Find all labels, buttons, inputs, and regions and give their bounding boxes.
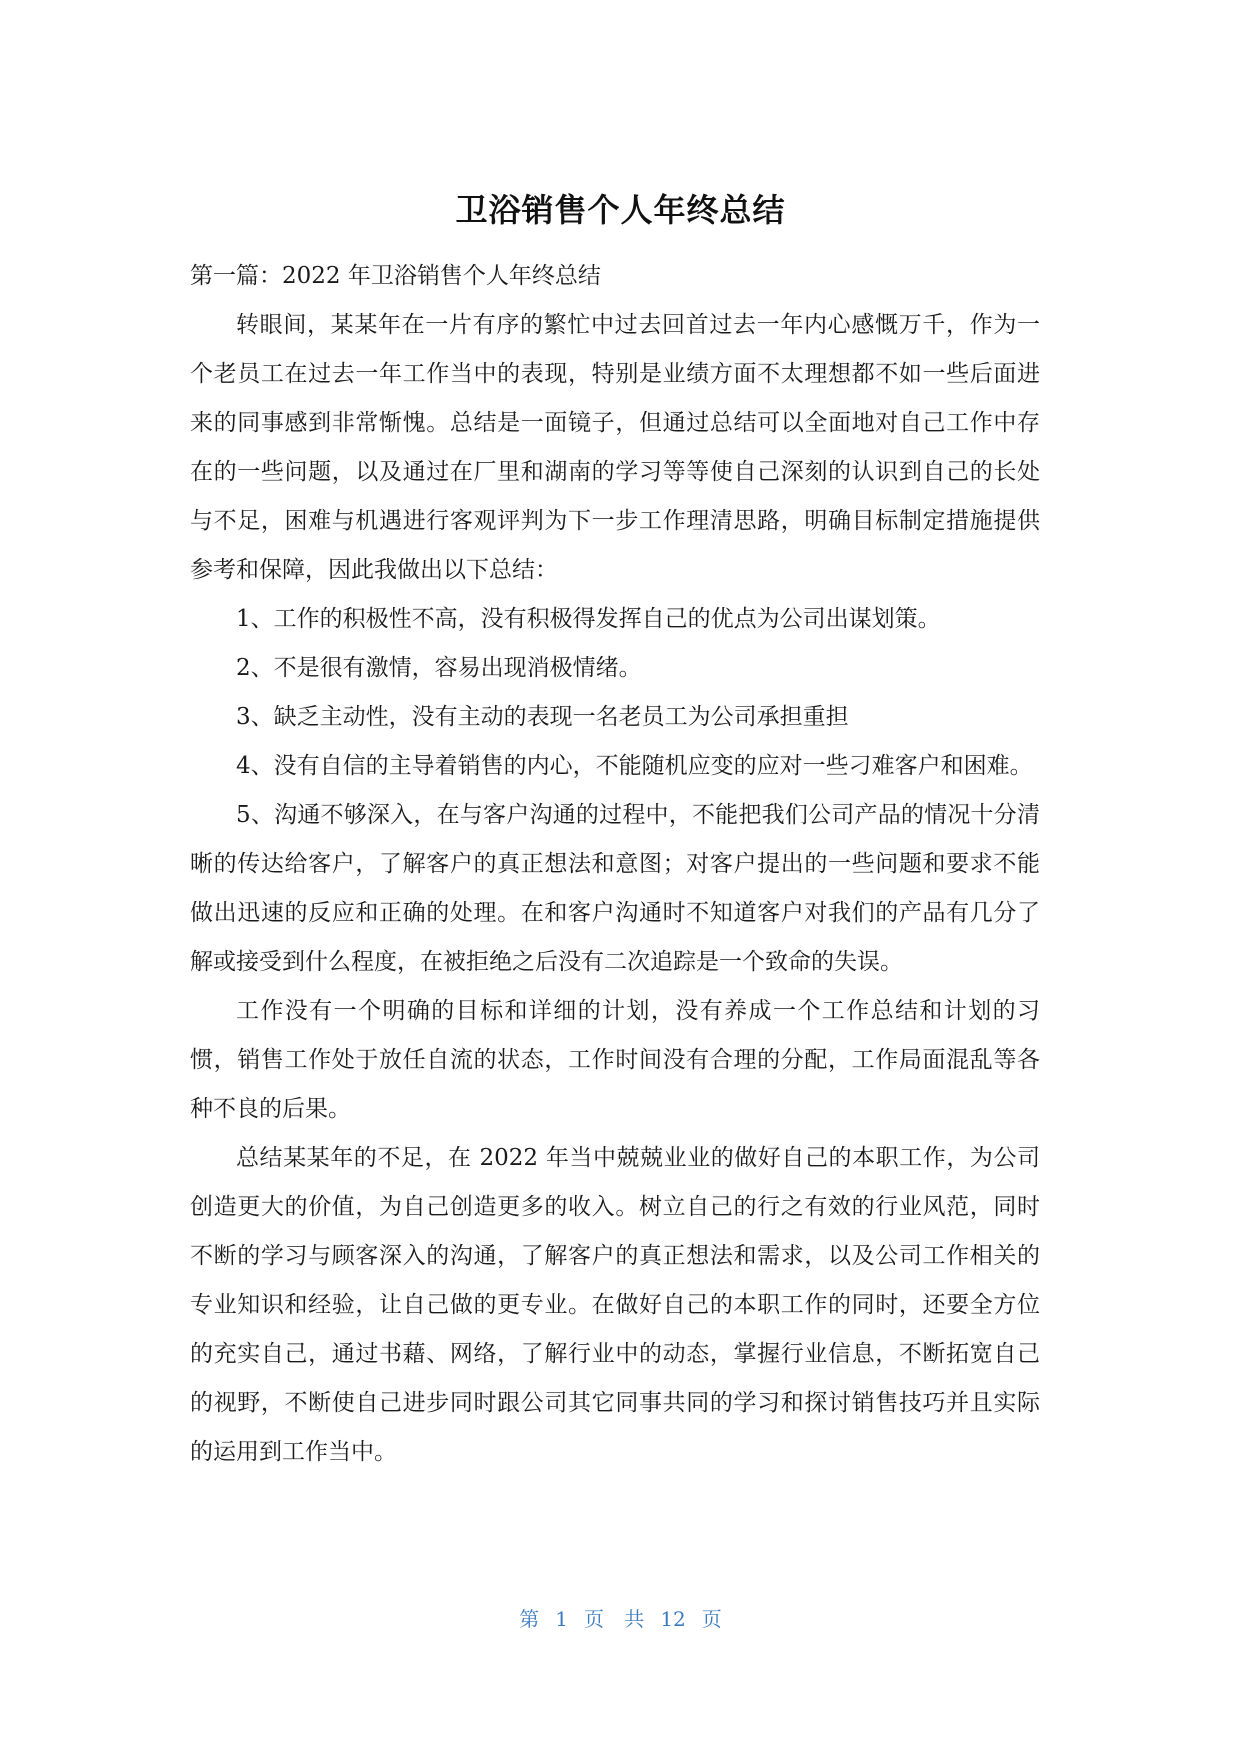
list-item: 3、缺乏主动性，没有主动的表现一名老员工为公司承担重担 <box>236 704 849 730</box>
footer-middle: 页 共 <box>583 1607 645 1631</box>
footer-total-pages: 12 <box>660 1607 686 1631</box>
footer-suffix: 页 <box>701 1607 722 1631</box>
document-body <box>190 252 1040 1477</box>
page-footer <box>0 1604 1241 1634</box>
page-title: 卫浴销售个人年终总结 <box>455 191 786 229</box>
footer-current-page: 1 <box>555 1607 568 1631</box>
list-item: 5、沟通不够深入，在与客户沟通的过程中，不能把我们公司产品的情况十分清晰的传达给客户，了解客户的真正想法和意图；对客户提出的一些问题和要求不能做出迅速的反应和正确的处理。在和客户沟通时不知道客户对我们的产品有几分了解或接受到什么程度，在被拒绝之后没有二次追踪是一个致命的失误。 <box>190 802 1040 975</box>
paragraph: 总结某某年的不足，在 2022 年当中兢兢业业的做好自己的本职工作，为公司创造更大的价值，为自己创造更多的收入。树立自己的行之有效的行业风范，同时不断的学习与顾客深入的沟通，了解客户的真正想法和需求，以及公司工作相关的专业知识和经验，让自己做的更专业。在做好自己的本职工作的同时，还要全方位的充实自己，通过书藉、网络，了解行业中的动态，掌握行业信息，不断拓宽自己的视野，不断使自己进步同时跟公司其它同事共同的学习和探讨销售技巧并且实际的运用到工作当中。 <box>190 1145 1040 1465</box>
list-item: 1、工作的积极性不高，没有积极得发挥自己的优点为公司出谋划策。 <box>236 606 941 632</box>
paragraph: 转眼间，某某年在一片有序的繁忙中过去回首过去一年内心感慨万千，作为一个老员工在过去一年工作当中的表现，特别是业绩方面不太理想都不如一些后面进来的同事感到非常惭愧。总结是一面镜子，但通过总结可以全面地对自己工作中存在的一些问题，以及通过在厂里和湖南的学习等等使自己深刻的认识到自己的长处与不足，困难与机遇进行客观评判为下一步工作理清思路，明确目标制定措施提供参考和保障，因此我做出以下总结： <box>190 312 1040 583</box>
paragraph: 工作没有一个明确的目标和详细的计划，没有养成一个工作总结和计划的习惯，销售工作处于放任自流的状态，工作时间没有合理的分配，工作局面混乱等各种不良的后果。 <box>190 998 1040 1122</box>
list-item: 2、不是很有激情，容易出现消极情绪。 <box>236 655 642 681</box>
footer-prefix: 第 <box>519 1607 540 1631</box>
list-item: 4、没有自信的主导着销售的内心，不能随机应变的应对一些刁难客户和困难。 <box>236 753 1033 779</box>
section-heading: 第一篇：2022 年卫浴销售个人年终总结 <box>190 263 601 289</box>
